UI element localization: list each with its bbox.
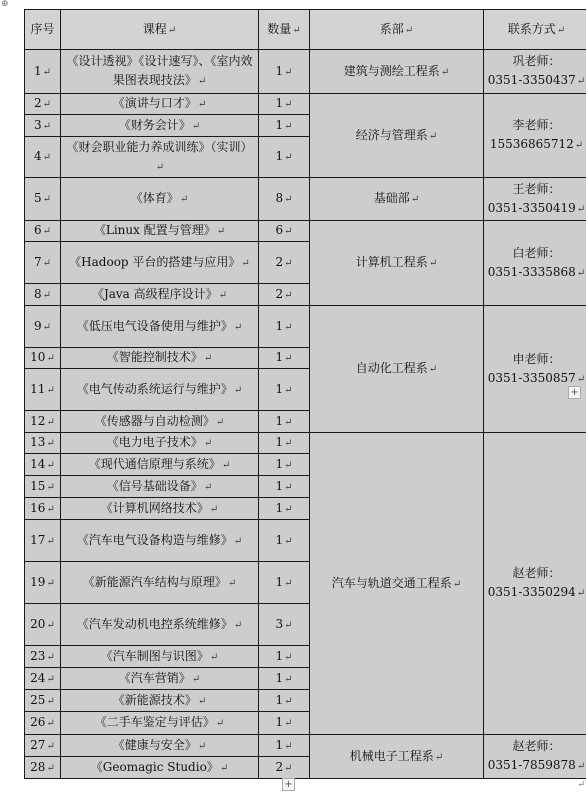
row-index: 19 ↵ (25, 562, 61, 604)
row-course: 《新能源汽车结构与原理》 ↵ (61, 562, 259, 604)
row-index: 6 ↵ (25, 221, 61, 242)
row-index: 7 ↵ (25, 242, 61, 284)
row-count: 1 ↵ (259, 94, 310, 115)
paragraph-end-icon: ↵ (577, 780, 585, 790)
contact-cell (484, 221, 586, 306)
contact-cell (484, 178, 586, 221)
contact-name: 赵老师： (512, 566, 561, 580)
row-course: 《电气传动系统运行与维护》 ↵ (61, 369, 259, 411)
row-index: 2 ↵ (25, 94, 61, 115)
row-count: 1 ↵ (259, 306, 310, 348)
contact-phone: 0351-3335868 ↵ (486, 263, 586, 283)
row-course: 《新能源技术》 ↵ (61, 690, 259, 712)
row-course: 《传感器与自动检测》 ↵ (61, 411, 259, 433)
header-department: 系部 ↵ (310, 10, 484, 50)
contact-name: 白老师： (512, 245, 561, 260)
row-count: 1 ↵ (259, 137, 310, 178)
row-course: 《设计透视》《设计速写》、《室内效果图表现技法》 ↵ (61, 50, 259, 94)
row-count: 2 ↵ (259, 242, 310, 284)
row-course: 《演讲与口才》 ↵ (61, 94, 259, 115)
row-course: 《Linux 配置与管理》 ↵ (61, 221, 259, 242)
row-course: 《汽车制图与识图》 ↵ (61, 646, 259, 668)
row-count: 2 ↵ (259, 757, 310, 779)
header-row (25, 10, 586, 50)
row-index: 3 ↵ (25, 115, 61, 137)
row-index: 16 ↵ (25, 498, 61, 520)
contact-phone: 0351-3350857 ↵ (486, 369, 586, 389)
contact-cell (484, 735, 586, 779)
row-count: 1 ↵ (259, 433, 310, 454)
contact-name: 巩老师： (512, 54, 561, 68)
row-count: 8 ↵ (259, 178, 310, 221)
row-course: 《汽车发动机电控系统维修》 ↵ (61, 604, 259, 646)
contact-phone: 15536865712 ↵ (486, 135, 586, 155)
row-index: 23 ↵ (25, 646, 61, 668)
row-count: 1 ↵ (259, 50, 310, 94)
row-index: 24 ↵ (25, 668, 61, 690)
row-count: 1 ↵ (259, 498, 310, 520)
row-index: 9 ↵ (25, 306, 61, 348)
row-index: 11 ↵ (25, 369, 61, 411)
row-course: 《财会职业能力养成训练》（实训） ↵ (61, 137, 259, 178)
contact-name: 李老师： (512, 118, 561, 132)
table-row (25, 306, 586, 348)
contact-name: 王老师： (512, 181, 561, 196)
table-row (25, 433, 586, 454)
department-cell: 汽车与轨道交通工程系 ↵ (310, 433, 484, 735)
row-index: 12 ↵ (25, 411, 61, 433)
contact-cell (484, 94, 586, 178)
row-course: 《信号基础设备》 ↵ (61, 476, 259, 498)
row-count: 6 ↵ (259, 221, 310, 242)
header-course: 课程 ↵ (61, 10, 259, 50)
row-course: 《汽车电气设备构造与维修》 ↵ (61, 520, 259, 562)
row-course: 《汽车营销》 ↵ (61, 668, 259, 690)
contact-phone: 0351-7859878 ↵ (486, 756, 586, 776)
row-index: 20 ↵ (25, 604, 61, 646)
row-course: 《Java 高级程序设计》 ↵ (61, 284, 259, 306)
row-course: 《财务会计》 ↵ (61, 115, 259, 137)
contact-cell (484, 50, 586, 94)
row-index: 13 ↵ (25, 433, 61, 454)
row-course: 《现代通信原理与系统》 ↵ (61, 454, 259, 476)
table-row (25, 50, 586, 94)
row-course: 《电力电子技术》 ↵ (61, 433, 259, 454)
add-row-plus-icon[interactable]: + (282, 778, 295, 791)
row-course: 《低压电气设备使用与维护》 ↵ (61, 306, 259, 348)
department-cell: 计算机工程系 ↵ (310, 221, 484, 306)
department-cell: 机械电子工程系 ↵ (310, 735, 484, 779)
row-index: 14 ↵ (25, 454, 61, 476)
row-course: 《Geomagic Studio》 ↵ (61, 757, 259, 779)
row-course: 《智能控制技术》 ↵ (61, 348, 259, 369)
row-index: 28 ↵ (25, 757, 61, 779)
table-row (25, 178, 586, 221)
department-cell: 建筑与测绘工程系 ↵ (310, 50, 484, 94)
table-row (25, 735, 586, 757)
row-index: 10 ↵ (25, 348, 61, 369)
contact-phone: 0351-3350294 ↵ (486, 583, 586, 603)
table-move-handle-icon[interactable]: ⊕ (1, 0, 9, 9)
row-count: 1 ↵ (259, 520, 310, 562)
row-index: 26 ↵ (25, 712, 61, 735)
header-count: 数量 ↵ (259, 10, 310, 50)
row-course: 《二手车鉴定与评估》 ↵ (61, 712, 259, 735)
row-course: 《体育》 ↵ (61, 178, 259, 221)
row-index: 15 ↵ (25, 476, 61, 498)
contact-cell (484, 433, 586, 735)
row-count: 1 ↵ (259, 735, 310, 757)
row-index: 8 ↵ (25, 284, 61, 306)
row-index: 5 ↵ (25, 178, 61, 221)
row-count: 1 ↵ (259, 115, 310, 137)
row-count: 1 ↵ (259, 411, 310, 433)
header-contact: 联系方式 ↵ (484, 10, 586, 50)
row-count: 2 ↵ (259, 284, 310, 306)
row-course: 《Hadoop 平台的搭建与应用》 ↵ (61, 242, 259, 284)
row-index: 17 ↵ (25, 520, 61, 562)
table-row (25, 221, 586, 242)
row-count: 1 ↵ (259, 646, 310, 668)
row-course: 《健康与安全》 ↵ (61, 735, 259, 757)
contact-name: 赵老师： (512, 739, 561, 753)
contact-name: 申老师： (512, 351, 561, 366)
department-cell: 自动化工程系 ↵ (310, 306, 484, 433)
row-index: 27 ↵ (25, 735, 61, 757)
row-index: 1 ↵ (25, 50, 61, 94)
row-count: 1 ↵ (259, 712, 310, 735)
add-column-plus-icon[interactable]: + (568, 386, 581, 399)
department-cell: 基础部 ↵ (310, 178, 484, 221)
row-count: 1 ↵ (259, 348, 310, 369)
row-index: 4 ↵ (25, 137, 61, 178)
row-count: 1 ↵ (259, 668, 310, 690)
row-count: 1 ↵ (259, 690, 310, 712)
row-count: 1 ↵ (259, 454, 310, 476)
contact-cell (484, 306, 586, 433)
header-index: 序号 (25, 10, 61, 50)
row-count: 1 ↵ (259, 369, 310, 411)
contact-phone: 0351-3350419 ↵ (486, 199, 586, 219)
contact-phone: 0351-3350437 ↵ (486, 71, 586, 91)
row-count: 1 ↵ (259, 562, 310, 604)
row-count: 1 ↵ (259, 476, 310, 498)
row-index: 25 ↵ (25, 690, 61, 712)
row-count: 3 ↵ (259, 604, 310, 646)
table-row (25, 94, 586, 115)
course-table (24, 9, 586, 779)
department-cell: 经济与管理系 ↵ (310, 94, 484, 178)
row-course: 《计算机网络技术》 ↵ (61, 498, 259, 520)
